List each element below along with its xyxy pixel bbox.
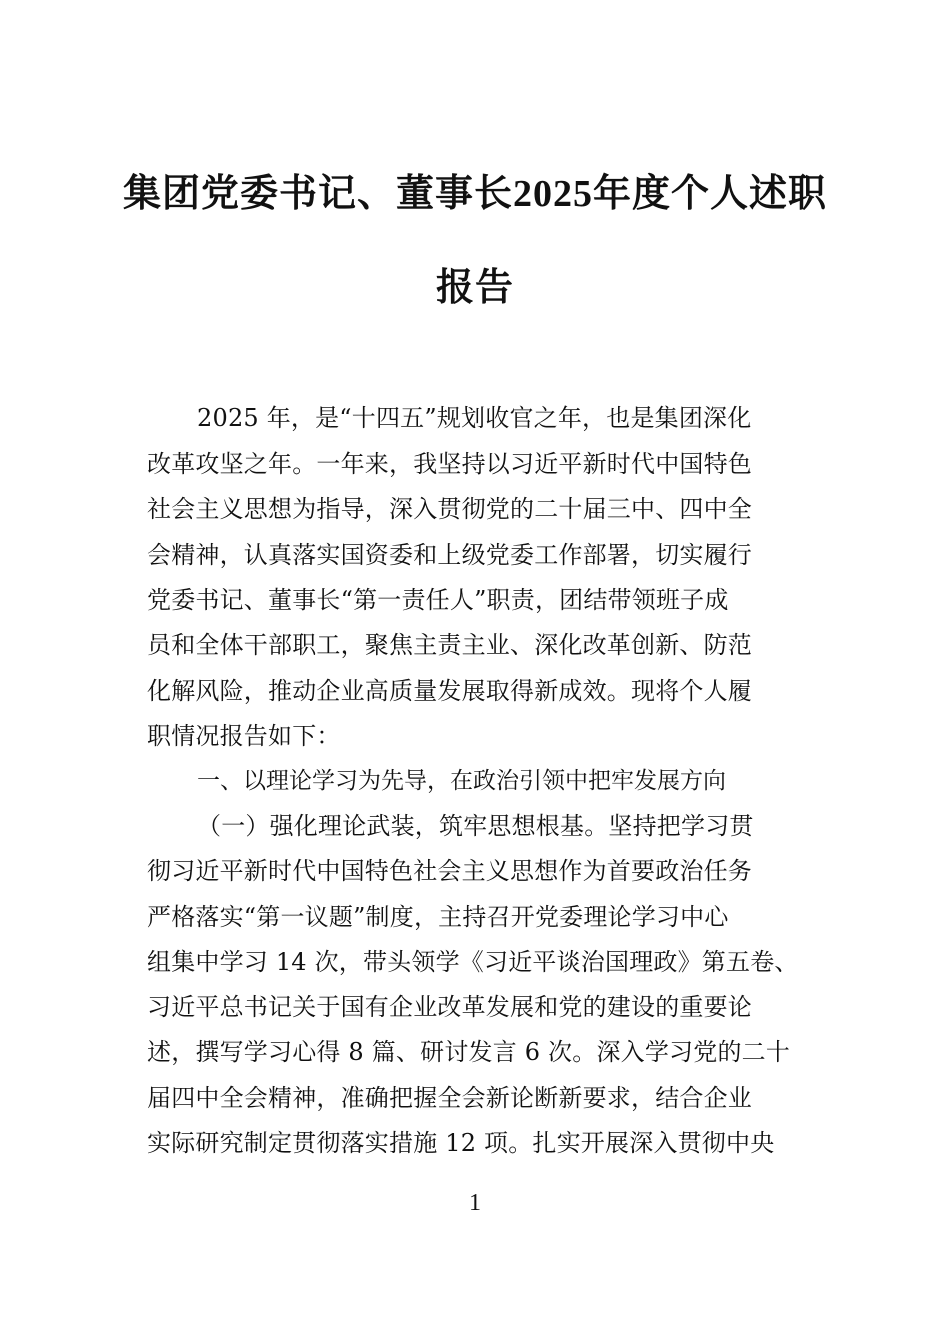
paragraph-line: 员和全体干部职工，聚焦主责主业、深化改革创新、防范 [147, 631, 752, 659]
paragraph-line: 组集中学习 14 次，带头领学《习近平谈治国理政》第五卷、 [147, 948, 799, 976]
paragraph-line: 化解风险，推动企业高质量发展取得新成效。现将个人履 [147, 677, 752, 705]
page-number: 1 [469, 1190, 481, 1216]
paragraph-line: 述，撰写学习心得 8 篇、研讨发言 6 次。深入学习党的二十 [147, 1038, 791, 1066]
paragraph-line: 2025 年，是“十四五”规划收官之年，也是集团深化 [197, 404, 752, 432]
paragraph-line: 社会主义思想为指导，深入贯彻党的二十届三中、四中全 [147, 495, 752, 523]
subsection-line: （一）强化理论武装，筑牢思想根基。坚持把学习贯 [197, 812, 754, 840]
section-heading: 一、以理论学习为先导，在政治引领中把牢发展方向 [197, 768, 726, 794]
document-title-line-1: 集团党委书记、董事长2025年度个人述职 [122, 173, 827, 215]
paragraph-line: 职情况报告如下： [147, 722, 341, 750]
paragraph-line: 届四中全会精神，准确把握全会新论断新要求，结合企业 [147, 1084, 752, 1112]
paragraph-line: 严格落实“第一议题”制度，主持召开党委理论学习中心 [147, 903, 729, 931]
paragraph-line: 实际研究制定贯彻落实措施 12 项。扎实开展深入贯彻中央 [147, 1129, 775, 1157]
paragraph-line: 习近平总书记关于国有企业改革发展和党的建设的重要论 [147, 993, 752, 1021]
paragraph-line: 会精神，认真落实国资委和上级党委工作部署，切实履行 [147, 541, 752, 569]
paragraph-line: 党委书记、董事长“第一责任人”职责，团结带领班子成 [147, 586, 729, 614]
document-title-line-2: 报告 [435, 267, 514, 309]
paragraph-line: 彻习近平新时代中国特色社会主义思想作为首要政治任务 [147, 857, 752, 885]
paragraph-line: 改革攻坚之年。一年来，我坚持以习近平新时代中国特色 [147, 450, 752, 478]
